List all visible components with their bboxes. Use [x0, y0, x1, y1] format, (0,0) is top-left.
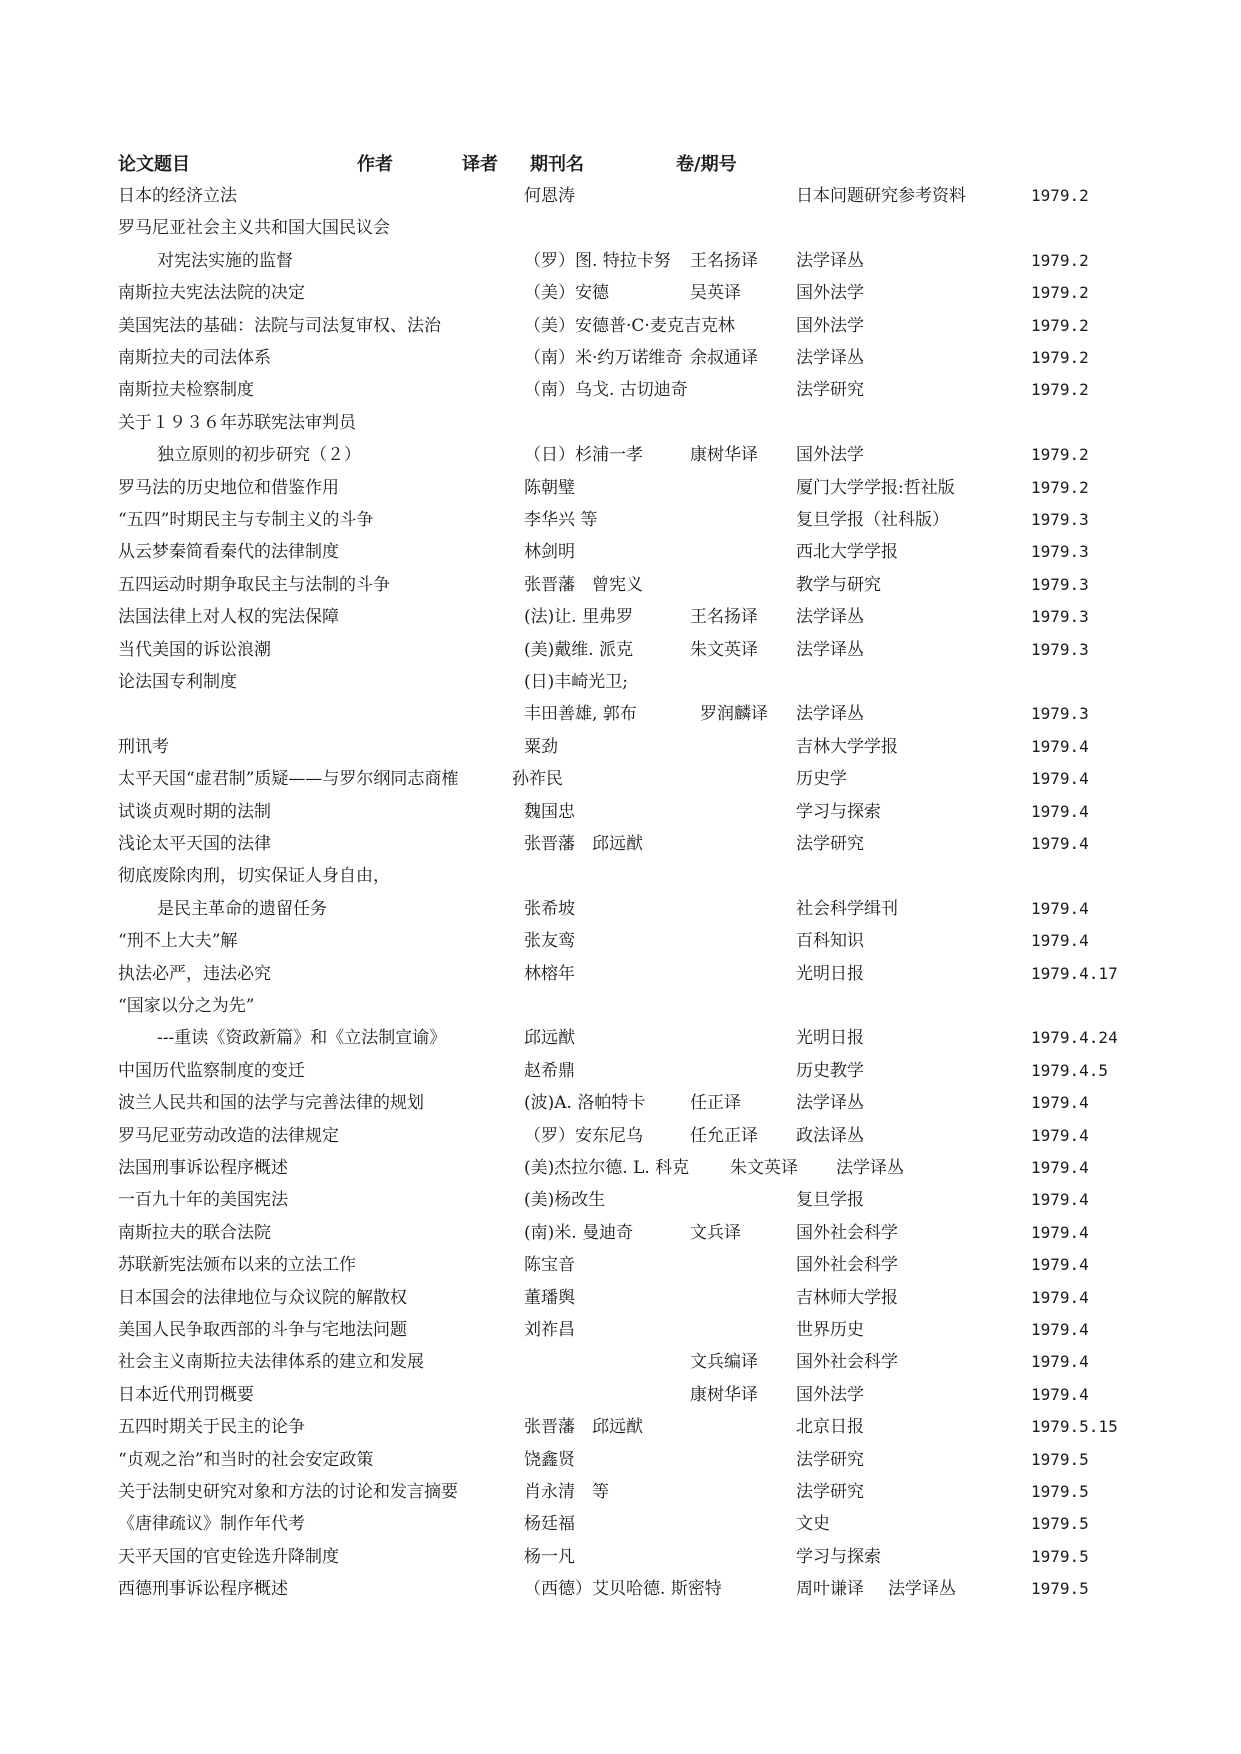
entry-volume: 1979.4: [1031, 1352, 1089, 1372]
entry-journal: 国外社会科学: [796, 1255, 898, 1276]
list-item: [0, 1184, 1241, 1216]
entry-translator: 文兵译: [690, 1222, 741, 1243]
entry-journal: 法学译丛: [796, 348, 864, 368]
entry-title: 南斯拉夫的联合法院: [118, 1222, 271, 1243]
entry-volume: 1979.3: [1031, 510, 1089, 529]
entry-title: 独立原则的初步研究（２）: [157, 445, 361, 466]
entry-journal: 世界历史: [796, 1320, 864, 1340]
list-item: [0, 1476, 1241, 1508]
entry-author: 饶鑫贤: [524, 1449, 575, 1470]
entry-journal: 国外法学: [796, 445, 864, 466]
entry-volume: 1979.3: [1031, 574, 1089, 594]
entry-author: 张希坡: [524, 898, 575, 919]
entry-translator: 文兵编译: [690, 1352, 758, 1373]
entry-author: （南）米·约万诺维奇: [524, 348, 683, 368]
list-item: [0, 245, 1241, 277]
header-title: 论文题目: [118, 154, 190, 175]
entry-volume: 1979.2: [1031, 315, 1089, 335]
entry-volume: 1979.4: [1031, 834, 1089, 853]
entry-title: “国家以分之为先”: [118, 996, 255, 1016]
entry-translator: 朱文英译: [730, 1158, 798, 1178]
entry-title: 中国历代监察制度的变迁: [118, 1060, 305, 1081]
entry-title: 法国法律上对人权的宪法保障: [118, 607, 339, 628]
entry-author: 李华兴 等: [524, 510, 598, 530]
entry-title: 《唐律疏议》制作年代考: [118, 1514, 305, 1535]
header-journal: 期刊名: [530, 154, 584, 175]
entry-title: 社会主义南斯拉夫法律体系的建立和发展: [118, 1352, 424, 1373]
entry-journal: 吉林大学学报: [796, 736, 898, 757]
entry-volume: 1979.5: [1031, 1482, 1089, 1501]
entry-journal: 法学译丛: [796, 250, 864, 271]
entry-author: (美)戴维. 派克: [524, 639, 634, 660]
entry-journal: 文史: [796, 1514, 830, 1535]
entry-title: 罗马尼亚劳动改造的法律规定: [118, 1125, 339, 1146]
entry-title: 当代美国的诉讼浪潮: [118, 639, 271, 660]
entry-volume: 1979.4.17: [1031, 963, 1118, 983]
entry-journal: 法学译丛: [836, 1158, 904, 1178]
entry-volume: 1979.2: [1031, 250, 1089, 270]
entry-author: 陈朝璧: [524, 477, 575, 498]
entry-title: 关于法制史研究对象和方法的讨论和发言摘要: [118, 1482, 458, 1502]
entry-title: 执法必严，违法必究: [118, 963, 271, 984]
entry-author: （西德）艾贝哈德. 斯密特: [524, 1579, 722, 1600]
entry-journal: 复旦学报: [796, 1190, 864, 1211]
list-item: [0, 1444, 1241, 1476]
entry-author: 张晋藩 邱远猷: [524, 1417, 643, 1438]
entry-journal: 政法译丛: [796, 1125, 864, 1146]
entry-translator: 吴英译: [690, 283, 741, 304]
entry-journal: 历史学: [796, 769, 847, 790]
entry-volume: 1979.2: [1031, 477, 1089, 497]
entry-volume: 1979.4: [1031, 736, 1089, 756]
table-header: [0, 150, 1241, 180]
entry-translator: 王名扬译: [690, 250, 758, 271]
entry-title: “贞观之治”和当时的社会安定政策: [118, 1449, 374, 1470]
entry-title: 南斯拉夫的司法体系: [118, 348, 271, 368]
entry-journal: 复旦学报（社科版）: [796, 510, 949, 530]
entry-volume: 1979.3: [1031, 542, 1089, 562]
list-item: [0, 1573, 1241, 1605]
entry-title: 五四时期关于民主的论争: [118, 1417, 305, 1438]
entry-author: 陈宝音: [524, 1255, 575, 1276]
entry-title: 试谈贞观时期的法制: [118, 801, 271, 822]
entry-translator: 周叶谦译: [796, 1579, 864, 1600]
list-item: [0, 374, 1241, 406]
entry-title: 日本国会的法律地位与众议院的解散权: [118, 1287, 407, 1308]
header-author: 作者: [357, 154, 393, 175]
entry-title: 一百九十年的美国宪法: [118, 1190, 288, 1211]
entry-volume: 1979.4: [1031, 1093, 1089, 1113]
entry-volume: 1979.3: [1031, 639, 1089, 659]
list-item: [0, 1217, 1241, 1249]
entry-journal: 法学译丛: [796, 704, 864, 725]
entry-author: 林剑明: [524, 542, 575, 563]
entry-title: 论法国专利制度: [118, 672, 237, 692]
list-item: [0, 893, 1241, 925]
entry-title: “刑不上大夫”解: [118, 931, 238, 952]
entry-journal: 法学译丛: [796, 1093, 864, 1114]
list-item: [0, 1022, 1241, 1054]
entry-translator: 罗润麟译: [700, 704, 768, 725]
entry-title: 法国刑事诉讼程序概述: [118, 1158, 288, 1178]
list-item: [0, 439, 1241, 471]
entry-author: （南）乌戈. 古切迪奇: [524, 380, 688, 401]
list-item: [0, 763, 1241, 795]
entry-journal: 国外社会科学: [796, 1352, 898, 1373]
entry-author: 张晋藩 曾宪义: [524, 574, 643, 595]
entry-journal: 吉林师大学报: [796, 1287, 898, 1308]
entry-journal: 西北大学学报: [796, 542, 898, 563]
list-item: [0, 958, 1241, 990]
entry-journal: 学习与探索: [796, 1546, 881, 1567]
entry-title: “五四”时期民主与专制主义的斗争: [118, 510, 374, 530]
entry-author: 邱远猷: [524, 1028, 575, 1049]
entry-author: （罗）安东尼乌: [524, 1125, 643, 1146]
header-translator: 译者: [462, 154, 498, 175]
entry-journal: 光明日报: [796, 1028, 864, 1049]
entry-title: 罗马尼亚社会主义共和国大国民议会: [118, 218, 390, 239]
entry-volume: 1979.4: [1031, 1158, 1089, 1177]
list-item: [0, 569, 1241, 601]
entry-volume: 1979.5: [1031, 1514, 1089, 1534]
entry-volume: 1979.2: [1031, 380, 1089, 400]
entry-volume: 1979.2: [1031, 348, 1089, 367]
entry-author: 张友鸾: [524, 931, 575, 952]
entry-author: (美)杨改生: [524, 1190, 606, 1211]
entry-title: 浅论太平天国的法律: [118, 834, 271, 854]
entry-journal: 国外法学: [796, 315, 864, 336]
list-item: [0, 1087, 1241, 1119]
entry-author: (法)让. 里弗罗: [524, 607, 634, 628]
entry-author: 张晋藩 邱远猷: [524, 834, 643, 854]
entry-author: 林榕年: [524, 963, 575, 984]
entry-translator: 任允正译: [690, 1125, 758, 1146]
entry-author: 杨一凡: [524, 1546, 575, 1567]
entry-title: 南斯拉夫宪法法院的决定: [118, 283, 305, 304]
entry-translator: 朱文英译: [690, 639, 758, 660]
entry-journal: 国外法学: [796, 283, 864, 304]
entry-author: 刘祚昌: [524, 1320, 575, 1340]
entry-journal: 光明日报: [796, 963, 864, 984]
entry-volume: 1979.5: [1031, 1546, 1089, 1566]
entry-title: 西德刑事诉讼程序概述: [118, 1579, 288, 1600]
entry-journal: 国外社会科学: [796, 1222, 898, 1243]
entry-journal: 法学译丛: [796, 639, 864, 660]
list-item: [0, 472, 1241, 504]
entry-journal: 法学译丛: [888, 1579, 956, 1600]
list-item: [0, 1152, 1241, 1184]
entry-translator: 余叔通译: [690, 348, 758, 368]
entry-journal: 法学研究: [796, 834, 864, 854]
list-item: [0, 828, 1241, 860]
entry-author: 粟劲: [524, 736, 558, 757]
entry-volume: 1979.4: [1031, 898, 1089, 918]
entry-volume: 1979.5.15: [1031, 1417, 1118, 1437]
list-item: [0, 212, 1241, 244]
entry-author: (南)米. 曼迪奇: [524, 1222, 634, 1243]
entry-title: 波兰人民共和国的法学与完善法律的规划: [118, 1093, 424, 1114]
list-item: [0, 1346, 1241, 1378]
entry-title: 太平天国“虚君制”质疑——与罗尔纲同志商榷: [118, 769, 459, 790]
entry-volume: 1979.3: [1031, 704, 1089, 724]
entry-author: (美)杰拉尔德. L. 科克: [524, 1158, 690, 1178]
list-item: [0, 990, 1241, 1022]
entry-title: 彻底废除肉刑，切实保证人身自由，: [118, 866, 390, 887]
entry-author: 董璠舆: [524, 1287, 575, 1308]
entry-volume: 1979.2: [1031, 445, 1089, 465]
entry-author: 肖永清 等: [524, 1482, 609, 1502]
list-item: [0, 698, 1241, 730]
list-item: [0, 1411, 1241, 1443]
entry-author: （罗）图. 特拉卡努: [524, 250, 671, 271]
entry-journal: 历史教学: [796, 1060, 864, 1081]
header-volume: 卷/期号: [676, 154, 737, 175]
entry-volume: 1979.4: [1031, 1287, 1089, 1307]
entry-journal: 厦门大学学报:哲社版: [796, 477, 955, 498]
entry-journal: 学习与探索: [796, 801, 881, 822]
entry-journal: 法学译丛: [796, 607, 864, 628]
entry-journal: 社会科学缉刊: [796, 898, 898, 919]
list-item: [0, 1379, 1241, 1411]
entry-title: ---重读《资政新篇》和《立法制宣谕》: [157, 1028, 447, 1049]
list-item: [0, 731, 1241, 763]
entry-journal: 日本问题研究参考资料: [796, 186, 966, 206]
entry-title: 日本近代刑罚概要: [118, 1384, 254, 1405]
entry-translator: 任正译: [690, 1093, 741, 1114]
entry-author: 赵希鼎: [524, 1060, 575, 1081]
entry-volume: 1979.4: [1031, 1222, 1089, 1242]
entry-title: 南斯拉夫检察制度: [118, 380, 254, 401]
list-item: [0, 310, 1241, 342]
entry-author: 丰田善雄, 郭布: [524, 704, 637, 725]
entry-volume: 1979.4: [1031, 931, 1089, 951]
entry-volume: 1979.4: [1031, 801, 1089, 821]
list-item: [0, 634, 1241, 666]
list-item: [0, 601, 1241, 633]
entry-author: 何恩涛: [524, 186, 575, 206]
entry-volume: 1979.4: [1031, 1125, 1089, 1145]
entry-author: 杨廷福: [524, 1514, 575, 1535]
entry-translator: 康树华译: [690, 1384, 758, 1405]
entry-title: 罗马法的历史地位和借鉴作用: [118, 477, 339, 498]
list-item: [0, 1120, 1241, 1152]
list-item: [0, 277, 1241, 309]
entry-volume: 1979.4.24: [1031, 1028, 1118, 1048]
entry-volume: 1979.4: [1031, 769, 1089, 789]
entry-title: 苏联新宪法颁布以来的立法工作: [118, 1255, 356, 1276]
entry-title: 关于１９３６年苏联宪法审判员: [118, 412, 356, 433]
entry-volume: 1979.4: [1031, 1255, 1089, 1275]
list-item: [0, 796, 1241, 828]
entry-title: 是民主革命的遗留任务: [157, 898, 327, 919]
entry-title: 美国人民争取西部的斗争与宅地法问题: [118, 1320, 407, 1340]
list-item: [0, 180, 1241, 212]
list-item: [0, 925, 1241, 957]
list-item: [0, 342, 1241, 374]
entry-journal: 法学研究: [796, 380, 864, 401]
list-item: [0, 860, 1241, 892]
entry-author: (日)丰崎光卫;: [524, 672, 628, 692]
entry-volume: 1979.2: [1031, 186, 1089, 205]
entry-volume: 1979.4.5: [1031, 1060, 1109, 1080]
list-item: [0, 1282, 1241, 1314]
entry-title: 天平天国的官吏铨选升降制度: [118, 1546, 339, 1567]
list-item: [0, 1055, 1241, 1087]
entry-volume: 1979.4: [1031, 1190, 1089, 1210]
entry-author: （美）安德: [524, 283, 609, 304]
entry-author: (波)A. 洛帕特卡: [524, 1093, 646, 1114]
entry-title: 美国宪法的基础：法院与司法复审权、法治: [118, 315, 441, 336]
entry-journal: 北京日报: [796, 1417, 864, 1438]
list-item: [0, 536, 1241, 568]
list-item: [0, 666, 1241, 698]
entry-title: 从云梦秦简看秦代的法律制度: [118, 542, 339, 563]
entry-journal: 法学研究: [796, 1482, 864, 1502]
entry-translator: 王名扬译: [690, 607, 758, 628]
entry-volume: 1979.5: [1031, 1579, 1089, 1599]
entry-author: 魏国忠: [524, 801, 575, 822]
entry-title: 日本的经济立法: [118, 186, 237, 206]
entry-translator: 康树华译: [690, 445, 758, 466]
entry-journal: 百科知识: [796, 931, 864, 952]
entry-journal: 教学与研究: [796, 574, 881, 595]
list-item: [0, 407, 1241, 439]
entry-volume: 1979.4: [1031, 1320, 1089, 1339]
entry-title: 刑讯考: [118, 736, 169, 757]
entry-volume: 1979.3: [1031, 607, 1089, 627]
entry-journal: 法学研究: [796, 1449, 864, 1470]
list-item: [0, 1541, 1241, 1573]
list-item: [0, 1508, 1241, 1540]
entry-author: （日）杉浦一孝: [524, 445, 643, 466]
entry-author: 孙祚民: [512, 769, 563, 790]
entry-title: 五四运动时期争取民主与法制的斗争: [118, 574, 390, 595]
list-item: [0, 504, 1241, 536]
entry-volume: 1979.4: [1031, 1384, 1089, 1404]
entry-title: 对宪法实施的监督: [157, 250, 293, 271]
list-item: [0, 1249, 1241, 1281]
entry-author: （美）安德普·C·麦克吉克林: [524, 315, 735, 336]
list-item: [0, 1314, 1241, 1346]
entry-journal: 国外法学: [796, 1384, 864, 1405]
entry-volume: 1979.2: [1031, 283, 1089, 303]
entry-volume: 1979.5: [1031, 1449, 1089, 1469]
